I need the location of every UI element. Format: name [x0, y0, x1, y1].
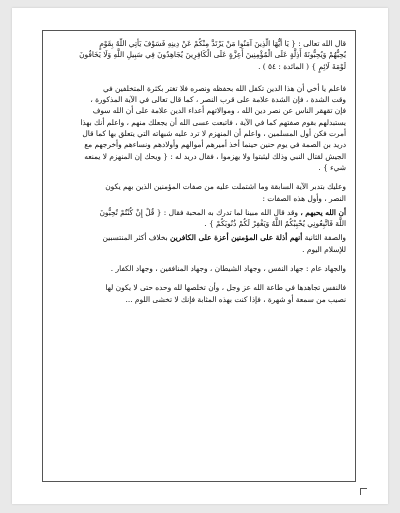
- paragraph-reflection: [50, 181, 346, 204]
- text-line: يُحِبُّهُمْ وَيُحِبُّونَهُ أَذِلَّةٍ عَلَى الْمُؤْمِنِينَ أَعِزَّةٍ عَلَى الْكَافِرِينَ يُجَاهِدُونَ فِي سَبِيلِ اللَّهِ وَلَا يَخَافُونَ: [79, 50, 346, 60]
- text-line: وقت الشدة ، فإن الشدة علامة على قرب النصر ، كما قال تعالى في الآية المذكورة ،: [90, 95, 346, 105]
- paragraph-first-attribute: [50, 207, 346, 230]
- text-line: للإسلام اليوم .: [302, 244, 346, 254]
- text-line: أمرت فكن أول المسلمين ، واعلم أن المنهزم لا ترد عليه شبهاته التي يتعلق بها كما قال: [82, 129, 346, 139]
- bold-mid-text: أنهم أذلة على المؤمنين أعزة على الكافرين: [170, 233, 303, 243]
- text-line: يستبدلهم بقوم صفتهم كما في الآية ، فاتبعت عسى الله أن يجعلك منهم ، واعلم أنك بهذا: [80, 117, 346, 127]
- text-line: الجيش لقتال النبي وذلك ليثبتوا ولا يهزموا ، فقال دريد له : { ويحك إن المنهزم لا يمنعه: [84, 151, 346, 161]
- paragraph-quran-verse: [50, 38, 346, 72]
- text-line: فاعلم يا أخي أن هذا الدين تكفل الله بحفظه ونصره فلا تغتر بكثرة المتخلفين في: [103, 83, 346, 93]
- text-line: لَوْمَةَ لَائِمٍ } ( المائدة : ٥٤ ) .: [258, 61, 346, 71]
- bold-lead-text: أن الله يحبهم ،: [300, 207, 346, 217]
- text-line: بخلاف أكثر المنتسبين: [102, 233, 170, 243]
- text-line: اللَّهَ فَاتَّبِعُونِي يُحْبِبْكُمُ اللَّهُ وَيَغْفِرْ لَكُمْ ذُنُوبَكُمْ } .: [204, 219, 346, 229]
- text-line: دريد بن الصمة في يوم حنين حينما أخذ أميرهم أموالهم وأولادهم ونساءهم وأخرجهم مع: [84, 140, 346, 150]
- text-line: والجهاد عام : جهاد النفس ، وجهاد الشيطان ، وجهاد المنافقين ، وجهاد الكفار .: [110, 264, 346, 274]
- page-corner-mark: [360, 488, 367, 495]
- text-line: النصر ، وأول هذه الصفات :: [262, 193, 346, 203]
- text-line: نصيب من سمعة أو شهرة ، فإذا كنت بهذه المثابة فإنك لا تخشى اللوم ...: [125, 294, 346, 304]
- text-line: فالنفس تجاهدها في طاعة الله عز وجل ، وأن تخلصها لله وحده حتى لا يكون لها: [105, 283, 346, 293]
- lead-text: والصفة الثانية: [302, 233, 346, 243]
- text-line: شيء } .: [318, 162, 346, 172]
- paragraph-second-attribute: [50, 232, 346, 255]
- paragraph-jihad-types: [50, 263, 346, 274]
- text-line: فإن تقهقر الناس عن نصر دين الله ، وموالاتهم أعداء الدين علامة على أن الله سوف: [92, 106, 346, 116]
- document-body: [50, 38, 346, 478]
- paragraph-self-struggle: [50, 282, 346, 305]
- text-line: وقد قال الله مبينا لما تدرك به المحبة فقال : { قُلْ إِنْ كُنْتُمْ تُحِبُّونَ: [99, 207, 301, 217]
- text-line: وعليك بتدبر الآية السابقة وما اشتملت عليه من صفات المؤمنين الذين بهم يكون: [105, 182, 346, 192]
- document-page: [12, 8, 388, 504]
- text-line: قال الله تعالى : { يَا أَيُّهَا الَّذِينَ آمَنُوا مَنْ يَرْتَدَّ مِنْكُمْ عَنْ دِينِهِ فَسَوْفَ يَأْتِي اللَّهُ بِقَوْمٍ: [99, 39, 346, 48]
- paragraph-explanation: [50, 83, 346, 173]
